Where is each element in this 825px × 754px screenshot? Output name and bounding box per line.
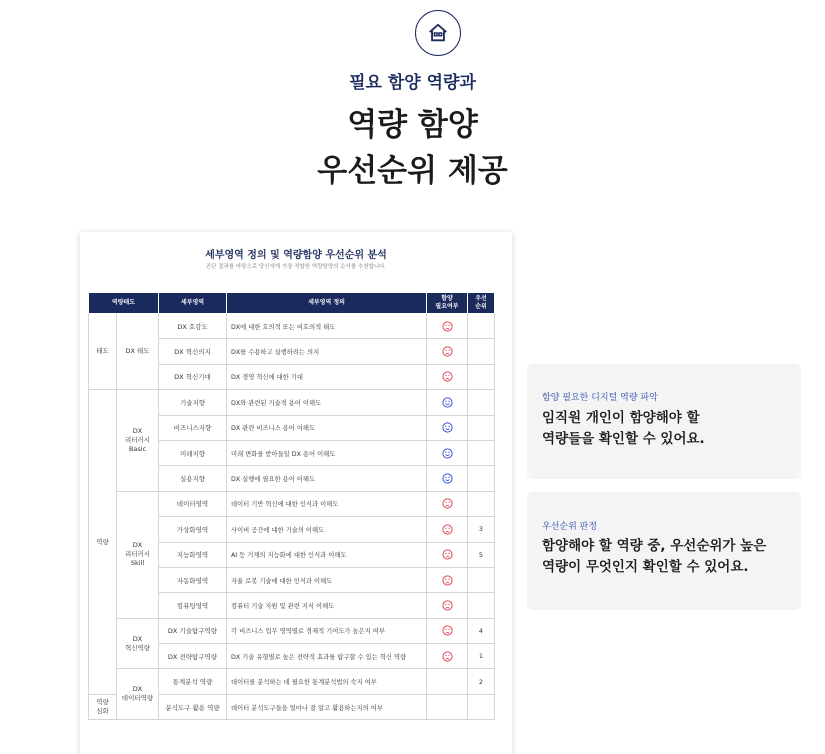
area-cell: 자동화영역 [159, 567, 227, 592]
area-cell: DX 혁신기대 [159, 364, 227, 389]
table-row [89, 314, 495, 339]
area-cell: DX 기술탐구역량 [159, 618, 227, 643]
need-cell [427, 542, 468, 567]
card-text: 함양해야 할 역량 중, 우선순위가 높은 역량이 무엇인지 확인할 수 있어요. [542, 538, 767, 575]
rank-cell [468, 390, 495, 415]
home-icon-badge [415, 10, 461, 56]
rank-cell: 1 [468, 644, 495, 669]
card-text: 임직원 개인이 함양해야 할 역량들을 확인할 수 있어요. [542, 410, 705, 447]
area-cell: 데이터영역 [159, 491, 227, 516]
definition-cell: 데이터를 분석하는 데 필요한 통계분석법의 숙지 여부 [227, 669, 427, 694]
area-cell: DX 혁신의지 [159, 339, 227, 364]
rank-cell [468, 593, 495, 618]
rank-cell [468, 694, 495, 719]
rank-cell [468, 339, 495, 364]
definition-cell: 컴퓨터 기술 자원 및 관련 지식 이해도 [227, 593, 427, 618]
table-row [89, 618, 495, 643]
definition-cell: DX를 수용하고 실행하려는 의지 [227, 339, 427, 364]
sad-face-icon [442, 625, 453, 636]
col-header-definition [227, 293, 427, 314]
table-row [89, 491, 495, 516]
area-cell: 비즈니스지향 [159, 415, 227, 440]
definition-cell: DX 기술 유형별로 높은 전략적 효과를 탐구할 수 있는 혁신 역량 [227, 644, 427, 669]
headline-line-2: 우선순위 제공 [317, 153, 508, 189]
subgroup-cell: DX 리터러시 Basic [117, 390, 159, 492]
group-cell: 역량 심화 [89, 694, 117, 719]
area-cell: 지능화영역 [159, 542, 227, 567]
table-header-row [89, 293, 495, 314]
table-body [89, 314, 495, 720]
col-header-label: 함양 필요여부 [435, 295, 459, 310]
col-header-label: 세부영역 정의 [308, 299, 345, 306]
need-cell [427, 567, 468, 592]
need-cell [427, 644, 468, 669]
card-label: 함양 필요한 디지털 역량 파악 [542, 393, 658, 403]
col-header-rank [468, 293, 495, 314]
rank-cell [468, 466, 495, 491]
definition-cell: DX 관련 비즈니스 용어 이해도 [227, 415, 427, 440]
rank-cell: 3 [468, 517, 495, 542]
rank-cell [468, 415, 495, 440]
need-cell [427, 669, 468, 694]
sad-face-icon [442, 524, 453, 535]
subgroup-cell: DX 데이터역량 [117, 669, 159, 720]
subgroup-cell: DX 리터러시 Skill [117, 491, 159, 618]
smile-face-icon [442, 422, 453, 433]
definition-cell: DX에 대한 호의적 또는 비호의적 태도 [227, 314, 427, 339]
sad-face-icon [442, 498, 453, 509]
need-cell [427, 390, 468, 415]
report-title: 세부영역 정의 및 역량함양 우선순위 분석 [205, 250, 387, 261]
need-cell [427, 618, 468, 643]
need-cell [427, 440, 468, 465]
definition-cell: DX와 관련된 기술적 용어 이해도 [227, 390, 427, 415]
area-cell: 분석도구 활용 역량 [159, 694, 227, 719]
col-header-label: 역량태도 [111, 299, 136, 306]
sad-face-icon [442, 321, 453, 332]
smile-face-icon [442, 473, 453, 484]
smile-face-icon [442, 397, 453, 408]
sad-face-icon [442, 346, 453, 357]
home-icon [427, 22, 449, 44]
definition-cell: 데이터 기반 혁신에 대한 인식과 이해도 [227, 491, 427, 516]
sad-face-icon [442, 575, 453, 586]
smile-face-icon [442, 448, 453, 459]
definition-cell: DX 실행에 필요한 용어 이해도 [227, 466, 427, 491]
need-cell [427, 314, 468, 339]
col-header-label: 우선 순위 [475, 295, 487, 310]
section-eyebrow: 필요 함양 역량과 [349, 73, 476, 93]
area-cell: 기술지향 [159, 390, 227, 415]
need-cell [427, 517, 468, 542]
area-cell: 통계분석 역량 [159, 669, 227, 694]
sad-face-icon [442, 651, 453, 662]
area-cell: 가상화영역 [159, 517, 227, 542]
rank-cell: 4 [468, 618, 495, 643]
card-label: 우선순위 판정 [542, 522, 598, 532]
definition-cell: DX 경영 혁신에 대한 기대 [227, 364, 427, 389]
definition-cell: 각 비즈니스 업무 영역별로 경제적 기여도가 높은지 여부 [227, 618, 427, 643]
area-cell: 미래지향 [159, 440, 227, 465]
feature-card-identify [527, 364, 801, 479]
report-document-preview [80, 232, 512, 754]
rank-cell [468, 440, 495, 465]
report-subtitle: 진단 결과를 바탕으로 당신에게 가장 적합한 역량함양의 순서를 추천합니다. [205, 264, 387, 270]
need-cell [427, 694, 468, 719]
group-cell: 태도 [89, 314, 117, 390]
area-cell: DX 호감도 [159, 314, 227, 339]
table-row [89, 390, 495, 415]
group-cell: 역량 [89, 390, 117, 695]
definition-cell: 사이버 공간에 대한 기술의 이해도 [227, 517, 427, 542]
sad-face-icon [442, 549, 453, 560]
need-cell [427, 593, 468, 618]
definition-cell: 미래 변화를 받아들일 DX 용어 이해도 [227, 440, 427, 465]
definition-cell: AI 등 기계의 지능화에 대한 인식과 이해도 [227, 542, 427, 567]
need-cell [427, 415, 468, 440]
table-row [89, 669, 495, 694]
feature-card-priority [527, 492, 801, 610]
col-header-label: 세부영역 [180, 299, 205, 306]
need-cell [427, 491, 468, 516]
area-cell: 실용지향 [159, 466, 227, 491]
subgroup-cell: DX 태도 [117, 314, 159, 390]
sad-face-icon [442, 371, 453, 382]
rank-cell [468, 491, 495, 516]
col-header-need [427, 293, 468, 314]
area-cell: 컴퓨팅영역 [159, 593, 227, 618]
rank-cell [468, 314, 495, 339]
sad-face-icon [442, 600, 453, 611]
need-cell [427, 339, 468, 364]
rank-cell [468, 364, 495, 389]
rank-cell: 5 [468, 542, 495, 567]
need-cell [427, 364, 468, 389]
col-header-area [159, 293, 227, 314]
definition-cell: 자율 로봇 기술에 대한 인식과 이해도 [227, 567, 427, 592]
area-cell: DX 전략탐구역량 [159, 644, 227, 669]
competency-table [88, 292, 495, 720]
subgroup-cell: DX 혁신역량 [117, 618, 159, 669]
section-headline [0, 102, 825, 194]
rank-cell [468, 567, 495, 592]
headline-line-1: 역량 함양 [347, 107, 478, 143]
definition-cell: 데이터 분석도구들을 얼마나 잘 알고 활용하는지의 여부 [227, 694, 427, 719]
col-header-attitude [89, 293, 159, 314]
need-cell [427, 466, 468, 491]
rank-cell: 2 [468, 669, 495, 694]
